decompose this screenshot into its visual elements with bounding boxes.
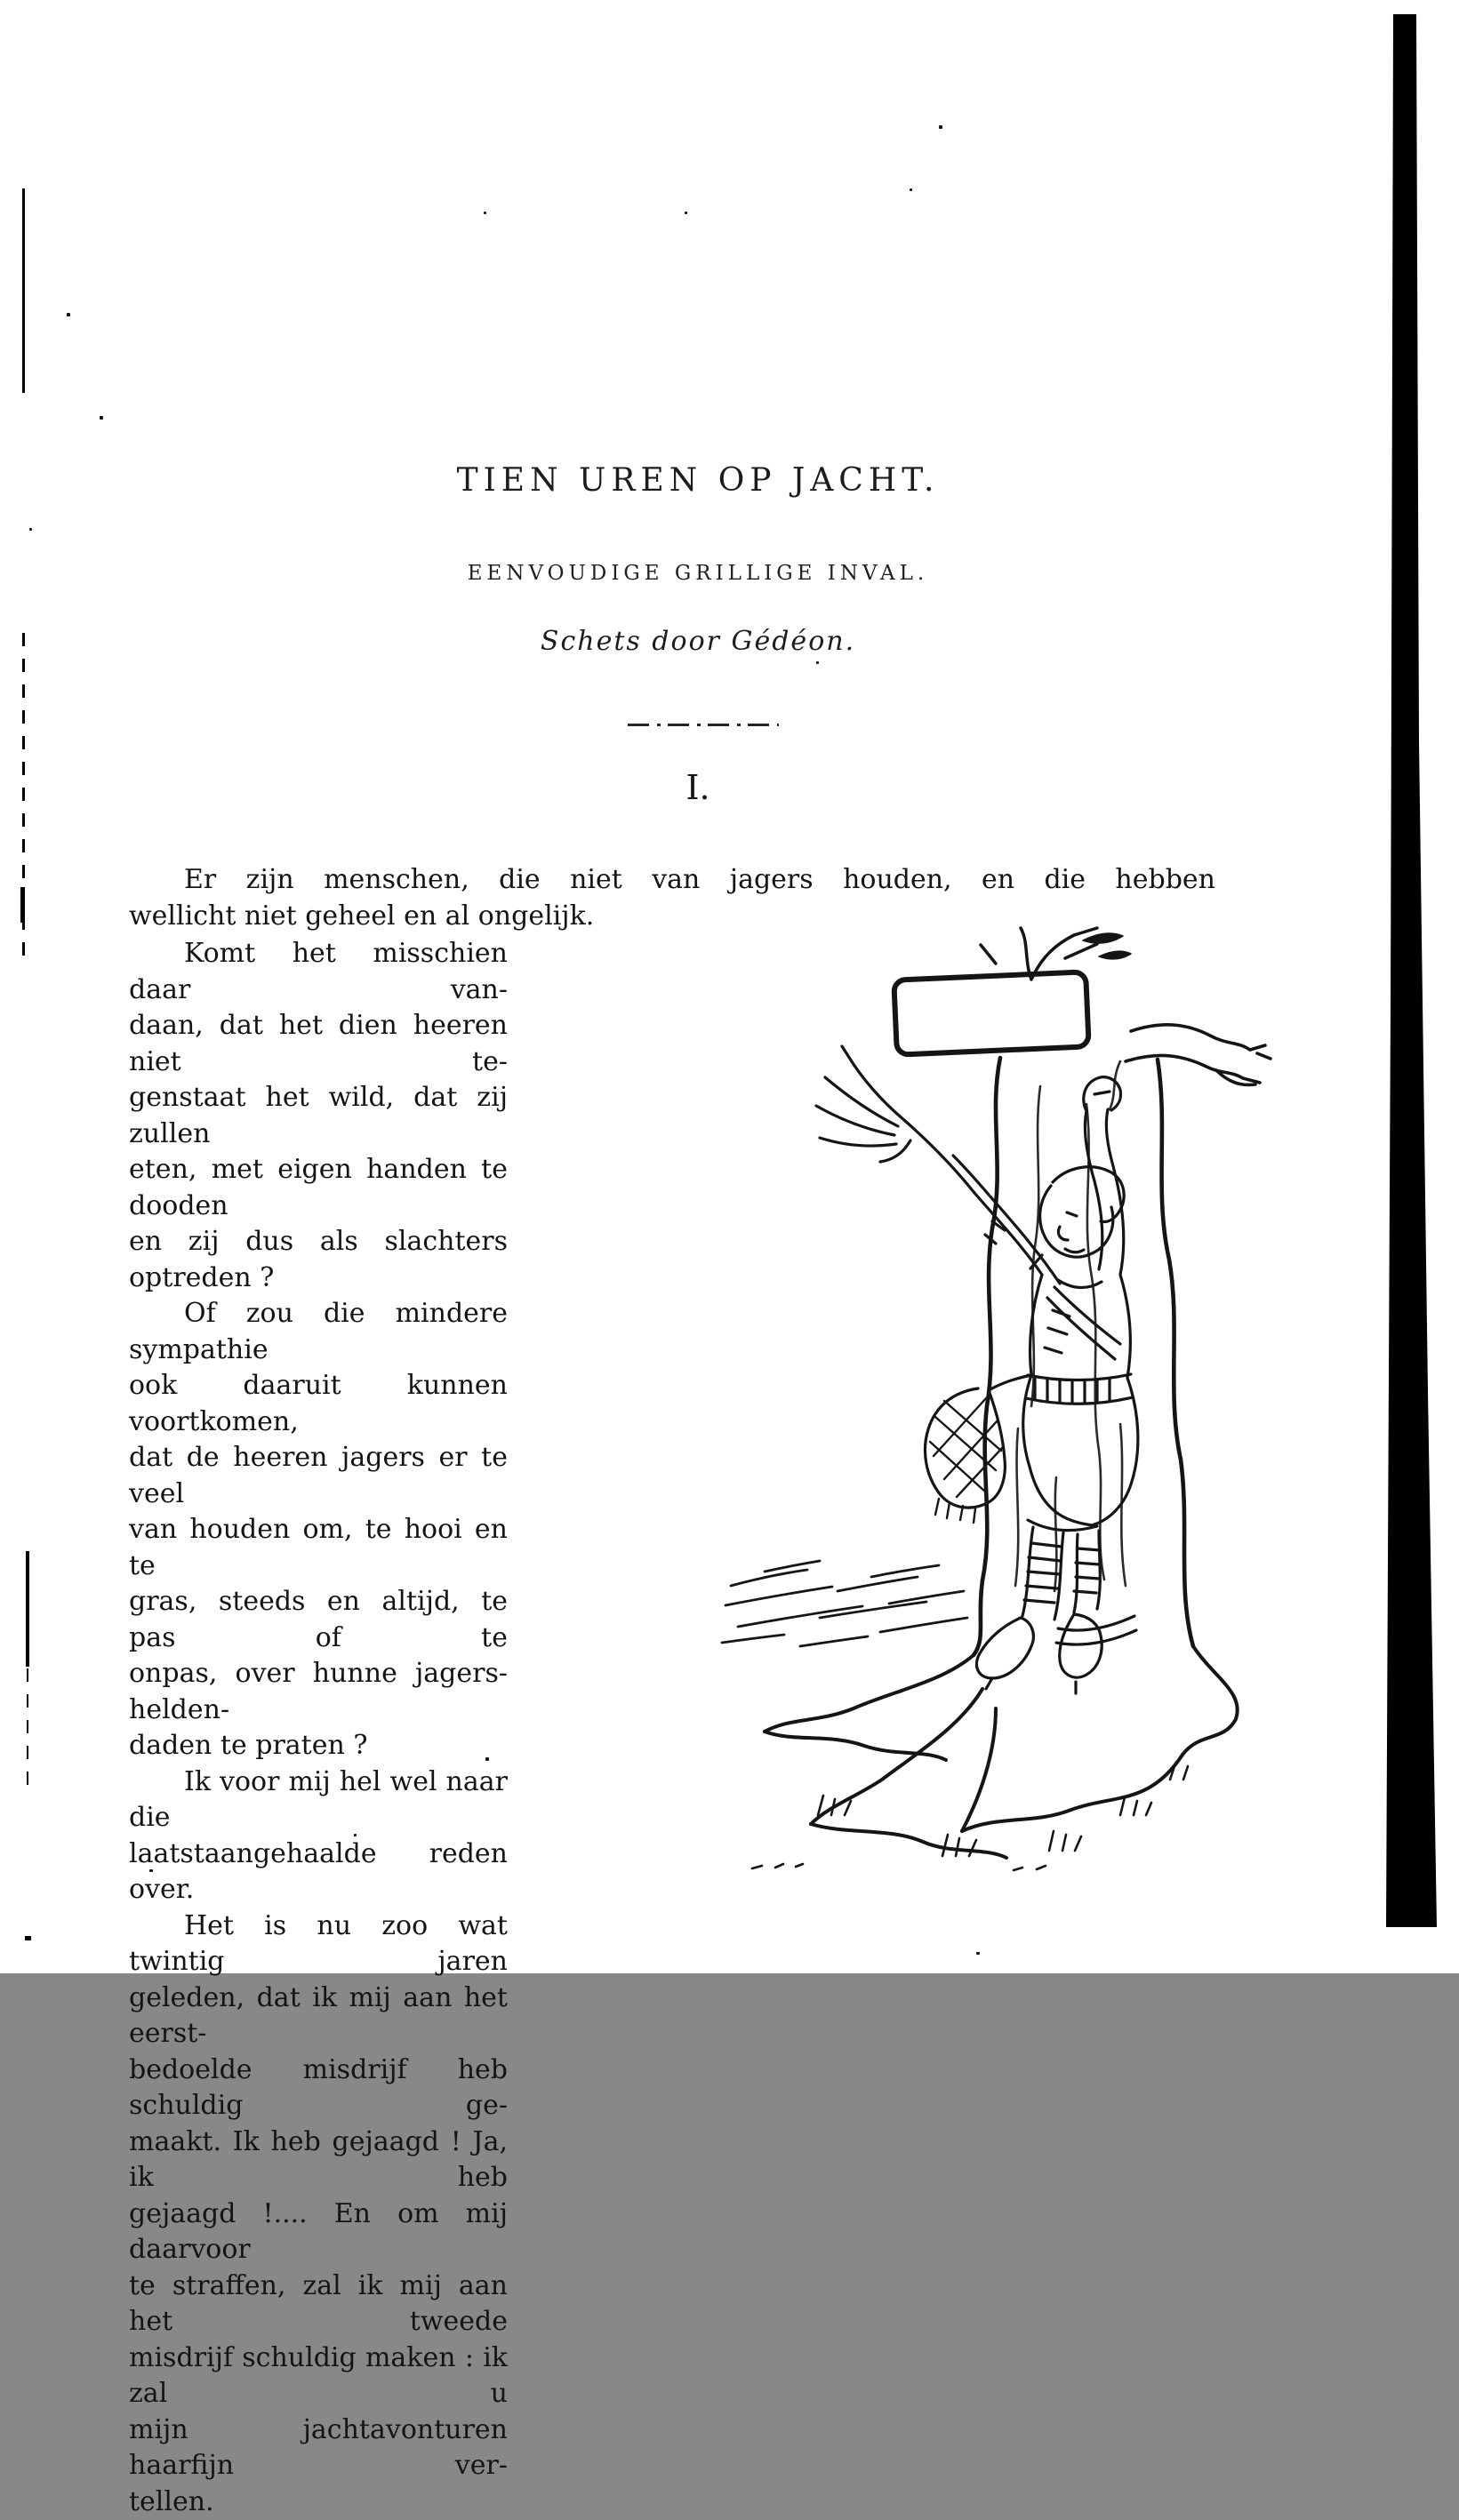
text-line: ook daaruit kunnen voortkomen, [129,1368,508,1440]
intro-paragraph [129,862,1215,934]
scan-speck [354,1834,357,1836]
scan-speck [685,212,687,214]
blank-sign [894,972,1088,1054]
ground-hatching [722,1561,967,1646]
text-line: te straffen, zal ik mij aan het tweede [129,2268,508,2340]
scan-edge-dashes [27,1668,28,1793]
text-line: Komt het misschien daar van- [129,936,508,1008]
scan-speck [910,188,912,191]
left-text-column [129,936,508,2520]
scan-speck [939,125,942,129]
hunter-tree-sketch [498,926,1369,1877]
paragraph [129,1908,508,2520]
scan-speck [67,313,70,316]
text-line: Of zou die mindere sympathie [129,1296,508,1368]
text-line: maakt. Ik heb gejaagd ! Ja, ik heb [129,2124,508,2196]
text-line: daan, dat het dien heeren niet te- [129,1008,508,1080]
section-number: I. [155,768,1241,807]
text-line: daden te praten ? [129,1728,508,1764]
text-line: gejaagd !.... En om mij daarvoor [129,2196,508,2268]
game-net [925,1375,1031,1523]
text-line: eten, met eigen handen te dooden [129,1152,508,1224]
text-line: tellen. [129,2484,508,2520]
text-line: wellicht niet geheel en al ongelijk. [129,899,1215,935]
text-line: misdrijf schuldig maken : ik zal u [129,2340,508,2412]
hunter-tree-illustration [498,926,1369,1877]
paragraph [129,1764,508,1908]
page-subtitle: EENVOUDIGE GRILLIGE INVAL. [155,562,1241,585]
scan-edge-mark [25,1936,31,1940]
paragraph [129,936,508,1296]
text-line: gras, steeds en altijd, te pas of te [129,1584,508,1656]
text-line: onpas, over hunne jagers-helden- [129,1656,508,1728]
tree-trunk [974,1058,1193,1655]
page-title: TIEN UREN OP JACHT. [155,462,1241,499]
text-line: laatstaangehaalde reden over. [129,1836,508,1908]
text-line: genstaat het wild, dat zij zullen [129,1080,508,1152]
scan-speck [149,1869,153,1872]
text-line: Er zijn menschen, die niet van jagers houden, en die hebben [129,862,1215,899]
scan-speck [100,416,103,420]
scan-edge-line [26,1551,29,1667]
text-line: geleden, dat ik mij aan het eerst- [129,1980,508,2052]
text-line: Ik voor mij hel wel naar die [129,1764,508,1836]
byline: Schets door Gédéon. [155,626,1241,657]
text-line: mijn jachtavonturen haarfijn ver- [129,2412,508,2484]
scan-speck [976,1952,980,1955]
dashed-divider [628,724,779,726]
right-branch [1126,1025,1271,1085]
text-line: van houden om, te hooi en te [129,1512,508,1584]
paragraph [129,1296,508,1764]
scan-edge-line [22,188,25,393]
text-line: Het is nu zoo wat twintig jaren [129,1908,508,1980]
scan-speck [485,1757,489,1761]
text-line: en zij dus als slachters optreden ? [129,1224,508,1296]
scan-edge-blob [20,887,25,923]
text-line: dat de heeren jagers er te veel [129,1440,508,1512]
scan-speck [484,212,486,214]
scan-speck [816,661,819,664]
text-line: bedoelde misdrijf heb schuldig ge- [129,2052,508,2124]
scan-speck [29,528,32,531]
scan-binding-bar [1378,14,1445,1927]
